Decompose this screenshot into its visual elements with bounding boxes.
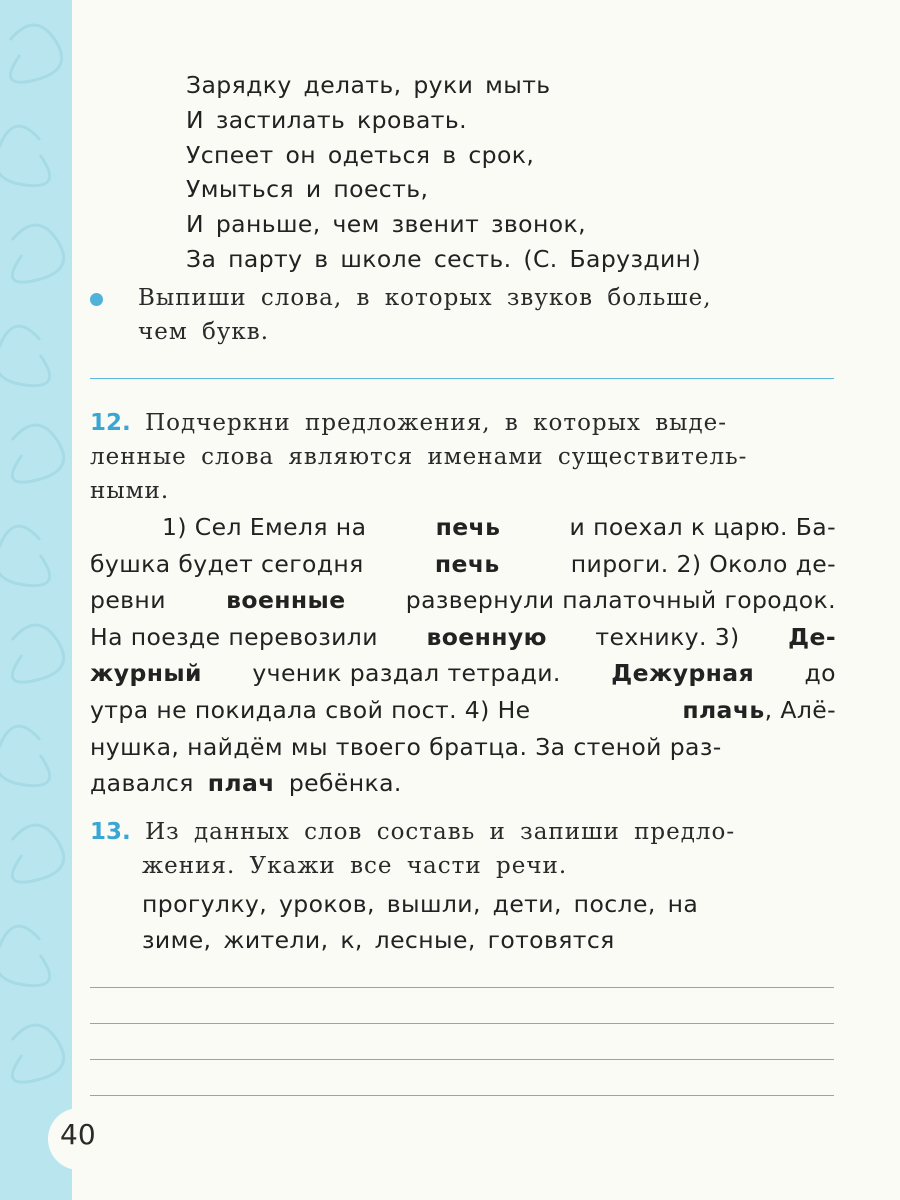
text-line <box>90 509 836 546</box>
answer-line[interactable] <box>90 1059 834 1060</box>
text-fragment: ребёнка. <box>288 769 402 798</box>
text-fragment: ревни <box>90 586 166 615</box>
poem-line: И раньше, чем звенит звонок, <box>186 210 586 239</box>
task-13-instruction <box>90 815 840 883</box>
swirl-pattern-icon <box>0 0 72 1200</box>
poem-line: Зарядку делать, руки мыть <box>186 71 551 99</box>
highlighted-word: плач <box>207 769 275 798</box>
task-13-words <box>142 886 782 958</box>
text-line <box>90 655 836 692</box>
highlighted-word: Дежурная <box>611 659 755 688</box>
text-line <box>90 765 836 802</box>
highlighted-word: военную <box>426 622 547 651</box>
bullet-dot-icon <box>90 293 103 306</box>
task-12-instruction <box>90 406 840 508</box>
text-line <box>90 546 836 583</box>
task-12-text <box>90 509 836 802</box>
text-line <box>90 729 836 766</box>
text-line <box>90 692 836 729</box>
text-fragment: бушка будет сегодня <box>90 549 364 578</box>
text-fragment: На поезде перевозили <box>90 622 378 651</box>
highlighted-word: плачь <box>682 695 765 724</box>
text-line <box>90 619 836 656</box>
poem-line: Умыться и поесть, <box>186 175 429 204</box>
page-number: 40 <box>60 1118 96 1151</box>
word-list-line: прогулку, уроков, вышли, дети, после, на <box>142 890 699 918</box>
text-fragment: технику. 3) <box>595 622 740 651</box>
bullet-task-line: чем букв. <box>138 319 270 345</box>
instruction-line: Подчеркни предложения, в которых выде- <box>145 410 728 436</box>
text-fragment: ученик раздал тетради. <box>252 659 561 688</box>
text-fragment: пироги. 2) Около де- <box>570 549 836 578</box>
text-fragment: давался <box>90 769 194 798</box>
bullet-task <box>138 281 838 349</box>
text-line <box>90 582 836 619</box>
answer-line[interactable] <box>90 378 834 379</box>
poem <box>186 68 701 277</box>
text-fragment: развернули палаточный городок. <box>405 586 836 615</box>
instruction-line: ленные слова являются именами существитель- <box>90 444 748 470</box>
text-fragment: утра не покидала свой пост. 4) Не <box>90 695 531 724</box>
highlighted-word: журный <box>90 659 202 688</box>
instruction-line: жения. Укажи все части речи. <box>142 853 568 879</box>
poem-line: И застилать кровать. <box>186 105 468 134</box>
text-fragment: , Алё- <box>764 695 836 724</box>
answer-line[interactable] <box>90 1023 834 1024</box>
text-fragment: до <box>804 659 836 688</box>
bullet-task-line: Выпиши слова, в которых звуков больше, <box>138 285 712 311</box>
highlighted-word: Де- <box>788 622 836 651</box>
task-number: 12. <box>90 410 131 436</box>
text-fragment: 1) Сел Емеля на <box>162 513 367 541</box>
decorative-margin-strip <box>0 0 72 1200</box>
highlighted-word: печь <box>434 549 500 578</box>
answer-line[interactable] <box>90 1095 834 1096</box>
instruction-line: Из данных слов составь и запиши предло- <box>145 819 736 845</box>
instruction-line: ными. <box>90 478 170 504</box>
poem-line: За парту в школе сесть. (С. Баруздин) <box>186 244 702 273</box>
highlighted-word: печь <box>435 513 501 541</box>
text-fragment: и поехал к царю. Ба- <box>569 513 836 541</box>
poem-line: Успеет он одеться в срок, <box>186 140 535 169</box>
text-fragment: нушка, найдём мы твоего братца. За стеной раз- <box>90 732 722 761</box>
answer-line[interactable] <box>90 987 834 988</box>
word-list-line: зиме, жители, к, лесные, готовятся <box>142 926 615 954</box>
highlighted-word: военные <box>226 586 346 615</box>
task-number: 13. <box>90 819 131 845</box>
